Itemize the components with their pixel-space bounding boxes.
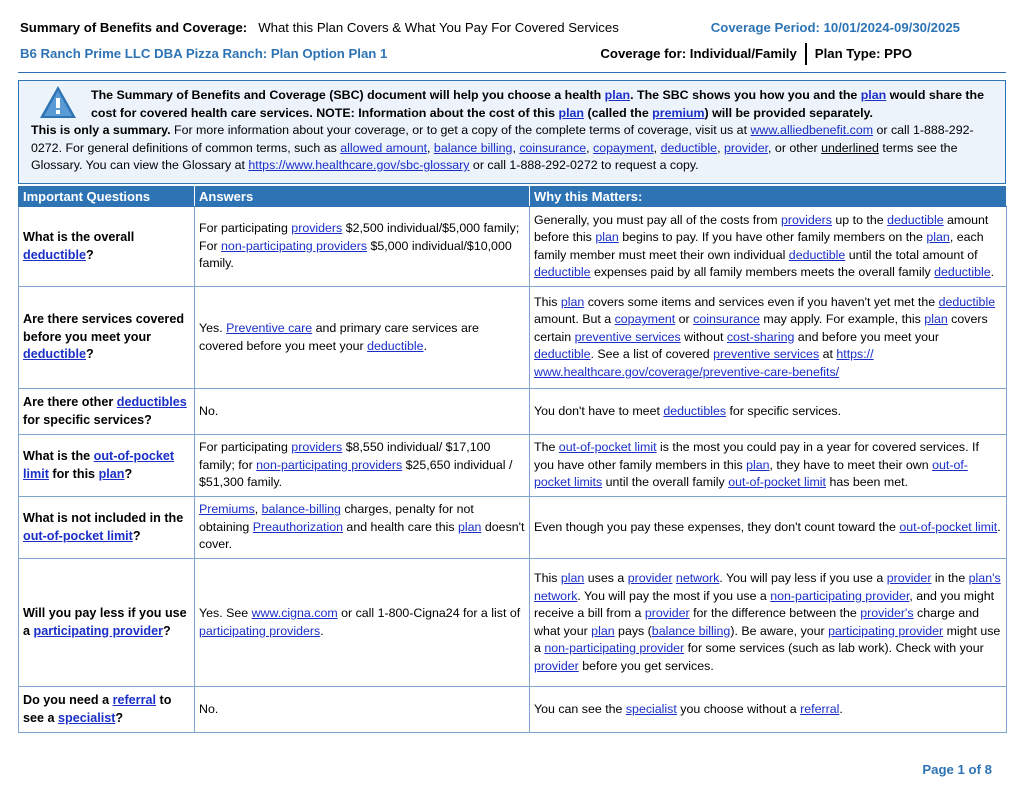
text-segment: ? [132, 528, 141, 543]
table-header-row [19, 187, 1007, 207]
glossary-link[interactable]: plan [924, 312, 948, 327]
text-segment: , they have to meet their own [769, 457, 933, 472]
table-row [19, 559, 1007, 687]
text-segment: $25,650 individual / $51,300 family. [199, 457, 513, 490]
text-segment: or [675, 312, 694, 327]
glossary-link[interactable]: participating provider [33, 623, 163, 638]
glossary-link[interactable]: copayment [593, 140, 654, 155]
text-segment: , [653, 140, 661, 155]
text-segment: ? [162, 623, 171, 638]
answer-cell [195, 435, 530, 497]
text-segment: until the overall family [602, 475, 729, 490]
text-segment: until the total amount of [845, 247, 978, 262]
coverage-period: Coverage Period: 10/01/2024-09/30/2025 [710, 20, 960, 35]
answer-cell [195, 559, 530, 687]
why-cell [530, 207, 1007, 287]
text-segment: . [997, 519, 1001, 534]
text-segment: before you get services. [578, 658, 714, 673]
answer-cell [195, 207, 530, 287]
coverage-info [600, 46, 912, 65]
text-segment: covers some items and services even if you haven't yet met the [584, 294, 939, 309]
page-number: Page 1 of 8 [922, 762, 992, 777]
glossary-link[interactable]: deductibles [116, 395, 187, 409]
glossary-link[interactable]: Premiums [199, 502, 255, 517]
glossary-link[interactable]: plan's [968, 571, 1001, 585]
table-row [19, 687, 1007, 733]
glossary-link[interactable]: participating provider [828, 623, 944, 638]
text-segment: charge and what your [534, 606, 980, 638]
glossary-link[interactable]: deductible [534, 347, 591, 362]
glossary-link[interactable]: referral [112, 693, 156, 707]
table-row [19, 435, 1007, 497]
glossary-link[interactable]: deductible [23, 347, 86, 362]
glossary-link[interactable]: plan [746, 457, 770, 472]
glossary-link[interactable]: deductible [788, 247, 846, 262]
header-why-this-matters: Why this Matters: [530, 187, 1007, 207]
text-segment: . [990, 265, 995, 279]
text-segment: What is not included in the [23, 511, 184, 525]
header-rule [18, 72, 1006, 73]
text-segment: Even though you pay these expenses, they don't count toward the [534, 519, 900, 534]
text-segment: , [254, 502, 262, 517]
glossary-link[interactable]: non-participating provider [770, 588, 910, 603]
glossary-link[interactable]: deductible [367, 338, 424, 353]
text-segment: , or other [768, 140, 822, 155]
text-segment: begins to pay. If you have other family members on the [618, 230, 927, 244]
glossary-link[interactable]: out-of-pocket limits [534, 457, 968, 490]
glossary-link[interactable]: https://www.healthcare.gov/sbc-glossary [248, 158, 470, 172]
glossary-link[interactable]: provider [627, 571, 673, 585]
text-segment: You don't have to meet [534, 403, 664, 418]
glossary-link[interactable]: Preventive care [226, 321, 313, 335]
text-segment: ). Be aware, your [730, 623, 829, 638]
text-segment: up to the [831, 212, 888, 227]
table-row [19, 287, 1007, 389]
glossary-link[interactable]: plan [98, 466, 125, 481]
text-segment: ? [124, 466, 133, 481]
header-answers: Answers [195, 187, 530, 207]
text-segment: Yes. See [199, 606, 252, 620]
text-segment: to see a [23, 693, 172, 725]
glossary-link[interactable]: out-of-pocket limit [23, 528, 133, 543]
text-segment: and before you meet your [794, 329, 940, 344]
sbc-notice-box [18, 80, 1006, 184]
glossary-link[interactable]: Preauthorization [252, 519, 343, 534]
glossary-link[interactable]: out-of-pocket limit [23, 449, 175, 481]
plan-name: B6 Ranch Prime LLC DBA Pizza Ranch: Plan Option Plan 1 [20, 46, 388, 61]
text-segment: For participating [199, 221, 292, 236]
why-cell [530, 287, 1007, 389]
glossary-link[interactable]: preventive services [713, 347, 820, 362]
glossary-link[interactable]: https:// www.healthcare.gov/coverage/preventive-care-benefits/ [534, 347, 874, 379]
header-important-questions: Important Questions [19, 187, 195, 207]
text-segment: . See a list of covered [590, 347, 714, 362]
text-segment: The Summary of Benefits and Coverage (SBC) document will help you choose a health [91, 88, 605, 102]
glossary-link[interactable]: coinsurance [693, 312, 760, 327]
glossary-link[interactable]: copayment [614, 312, 676, 327]
text-segment: without [680, 329, 727, 344]
sbc-title [20, 20, 619, 35]
glossary-link[interactable]: network [534, 588, 578, 603]
text-segment: Yes. [199, 321, 227, 335]
text-segment: For participating [199, 440, 292, 455]
text-segment: ? [85, 347, 94, 362]
glossary-link[interactable]: plan [558, 105, 584, 120]
glossary-link[interactable]: provider [723, 140, 769, 155]
question-cell [19, 497, 195, 559]
glossary-link[interactable]: plan [926, 230, 950, 244]
text-segment: and primary care services are covered before you meet your [199, 321, 479, 353]
glossary-link[interactable]: out-of-pocket limit [899, 519, 998, 534]
text-segment: , and you might receive a bill from a [534, 588, 995, 620]
glossary-link[interactable]: coinsurance [519, 140, 587, 155]
why-cell [530, 497, 1007, 559]
glossary-link[interactable]: balance billing [651, 623, 731, 638]
text-segment: , [717, 140, 724, 155]
glossary-link[interactable]: balance billing [433, 140, 513, 155]
table-row [19, 207, 1007, 287]
text-segment: for specific services. [726, 403, 842, 418]
glossary-link[interactable]: participating providers [199, 623, 321, 638]
question-cell [19, 559, 195, 687]
glossary-link[interactable]: preventive services [574, 329, 681, 344]
text-segment: for the difference between the [689, 606, 861, 620]
why-cell [530, 435, 1007, 497]
warning-icon [39, 85, 77, 119]
text-segment: This [534, 294, 561, 309]
text-segment: ) will be provided separately. [704, 105, 873, 120]
glossary-link[interactable]: non-participating providers [221, 238, 368, 253]
text-segment: Generally, you must pay all of the costs from [534, 212, 781, 227]
table-body [19, 207, 1007, 733]
glossary-link[interactable]: deductible [23, 247, 86, 262]
question-cell [19, 435, 195, 497]
text-segment: (called the [584, 105, 653, 120]
text-segment: . The SBC shows you how you and the [630, 88, 861, 102]
glossary-link[interactable]: plan [595, 230, 619, 244]
glossary-link[interactable]: provider's [860, 606, 914, 620]
text-segment: amount. But a [534, 312, 615, 327]
glossary-link[interactable]: balance-billing [261, 502, 341, 517]
why-cell [530, 389, 1007, 435]
text-segment: What is the [23, 449, 94, 463]
table-row [19, 389, 1007, 435]
notice-summary [31, 122, 993, 175]
header-separator [805, 43, 807, 65]
glossary-link[interactable]: provider [644, 606, 690, 620]
text-segment: , [586, 140, 594, 155]
text-segment: , [427, 140, 434, 155]
text-segment: ? [115, 710, 124, 725]
glossary-link[interactable]: plan [560, 294, 585, 309]
glossary-link[interactable]: plan [458, 519, 482, 534]
glossary-link[interactable]: deductible [938, 294, 996, 309]
text-segment: is the most you could pay in a year for covered services. If you have other family members in this [534, 440, 979, 472]
glossary-link[interactable]: premium [652, 105, 705, 120]
text-segment: at [819, 347, 837, 362]
glossary-link[interactable]: deductibles [663, 403, 727, 418]
text-segment: No. [199, 701, 219, 716]
text-segment: Will you pay less if you use a [23, 606, 187, 638]
text-segment: might use a [534, 623, 1001, 655]
text-segment: for specific services? [23, 412, 152, 427]
text-segment: covers certain [534, 312, 988, 344]
question-cell [19, 207, 195, 287]
question-cell [19, 287, 195, 389]
text-segment: This [534, 571, 561, 585]
text-segment: ? [85, 247, 94, 262]
sbc-title-bold: Summary of Benefits and Coverage: [20, 20, 248, 35]
answer-cell [195, 389, 530, 435]
why-cell [530, 559, 1007, 687]
glossary-link[interactable]: www.cigna.com [251, 606, 338, 620]
benefits-table [18, 186, 1007, 733]
table-row [19, 497, 1007, 559]
glossary-link[interactable]: non-participating provider [544, 641, 685, 655]
question-cell [19, 389, 195, 435]
question-cell [19, 687, 195, 733]
text-segment: for this [48, 466, 99, 481]
text-segment: charges, penalty for not obtaining [199, 502, 474, 534]
text-segment: or call 1-888-292-0272 to request a copy. [469, 158, 699, 172]
text-segment: Are there services covered before you meet your [23, 312, 185, 344]
text-segment: and health care this [342, 519, 459, 534]
text-segment: may apply. For example, this [759, 312, 925, 327]
text-segment: terms see the Glossary. You can view the Glossary at [31, 140, 958, 172]
glossary-link[interactable]: deductible [887, 212, 944, 227]
notice-intro [31, 87, 993, 122]
text-segment: You can see the [534, 701, 626, 716]
glossary-link[interactable]: referral [800, 701, 840, 716]
text-segment: . You will pay less if you use a [719, 571, 887, 585]
glossary-link[interactable]: out-of-pocket limit [728, 475, 826, 490]
coverage-for: Coverage for: Individual/Family [600, 46, 797, 61]
text-segment: expenses paid by all family members meets the overall family [590, 265, 935, 279]
text-segment: What is the overall [23, 230, 135, 244]
text-segment: doesn't cover. [199, 519, 525, 552]
text-segment: $5,000 individual/$10,000 family. [199, 238, 512, 271]
text-segment: or call 1-800-Cigna24 for a list of [337, 606, 521, 620]
glossary-link[interactable]: deductible [660, 140, 718, 155]
glossary-link[interactable]: specialist [58, 710, 116, 725]
text-segment: has been met. [826, 475, 908, 490]
glossary-link[interactable]: plan [560, 571, 585, 585]
text-segment: The [534, 440, 559, 455]
text-segment: . [839, 701, 843, 716]
answer-cell [195, 287, 530, 389]
answer-cell [195, 497, 530, 559]
glossary-link[interactable]: deductible [534, 265, 591, 279]
text-segment: in the [931, 571, 969, 585]
glossary-link[interactable]: network [675, 571, 720, 585]
glossary-link[interactable]: allowed amount [340, 140, 428, 155]
why-cell [530, 687, 1007, 733]
text-segment: Are there other [23, 395, 117, 409]
text-segment: . [320, 623, 324, 638]
text-segment: No. [199, 403, 219, 418]
glossary-link[interactable]: cost-sharing [726, 329, 795, 344]
text-segment: Do you need a [23, 693, 113, 707]
glossary-link[interactable]: providers [291, 221, 343, 236]
text-segment: you choose without a [676, 701, 801, 716]
glossary-link[interactable]: provider [886, 571, 932, 585]
glossary-link[interactable]: provider [534, 658, 579, 673]
sbc-title-rest: What this Plan Covers & What You Pay For Covered Services [258, 20, 619, 35]
text-segment: , [512, 140, 520, 155]
glossary-link[interactable]: providers [781, 212, 832, 227]
text-segment: $8,550 individual/ $17,100 family; for [199, 440, 491, 472]
glossary-link[interactable]: out-of-pocket limit [558, 440, 657, 455]
text-segment: . [423, 338, 428, 353]
glossary-link[interactable]: plan [591, 623, 615, 638]
text-segment: uses a [584, 571, 628, 585]
glossary-link[interactable]: www.alliedbenefit.com [750, 123, 874, 137]
glossary-link[interactable]: deductible [934, 265, 991, 279]
glossary-link[interactable]: providers [291, 440, 343, 455]
text-segment: $2,500 individual/$5,000 family; For [199, 221, 520, 253]
text-segment: , each family member must meet their own individual [534, 230, 984, 262]
text-segment: amount before this [534, 212, 989, 244]
glossary-link[interactable]: specialist [625, 701, 677, 716]
underlined-text: underlined [821, 140, 879, 155]
text-segment: for some services (such as lab work). Check with your [684, 641, 984, 655]
text-segment: would share the cost for covered health care services. NOTE: Information about the cost of this [91, 88, 984, 120]
answer-cell [195, 687, 530, 733]
text-segment: . You will pay the most if you use a [577, 588, 771, 603]
plan-type: Plan Type: PPO [814, 46, 912, 61]
text-segment: For more information about your coverage, or to get a copy of the complete terms of coverage, visit us at [170, 123, 751, 137]
bold-text: This is only a summary. [31, 123, 171, 137]
glossary-link[interactable]: plan [860, 88, 887, 102]
text-segment: or call 1-888-292-0272. For general definitions of common terms, such as [31, 123, 974, 155]
glossary-link[interactable]: plan [604, 88, 631, 102]
text-segment: pays ( [614, 623, 652, 638]
glossary-link[interactable]: non-participating providers [256, 457, 403, 472]
